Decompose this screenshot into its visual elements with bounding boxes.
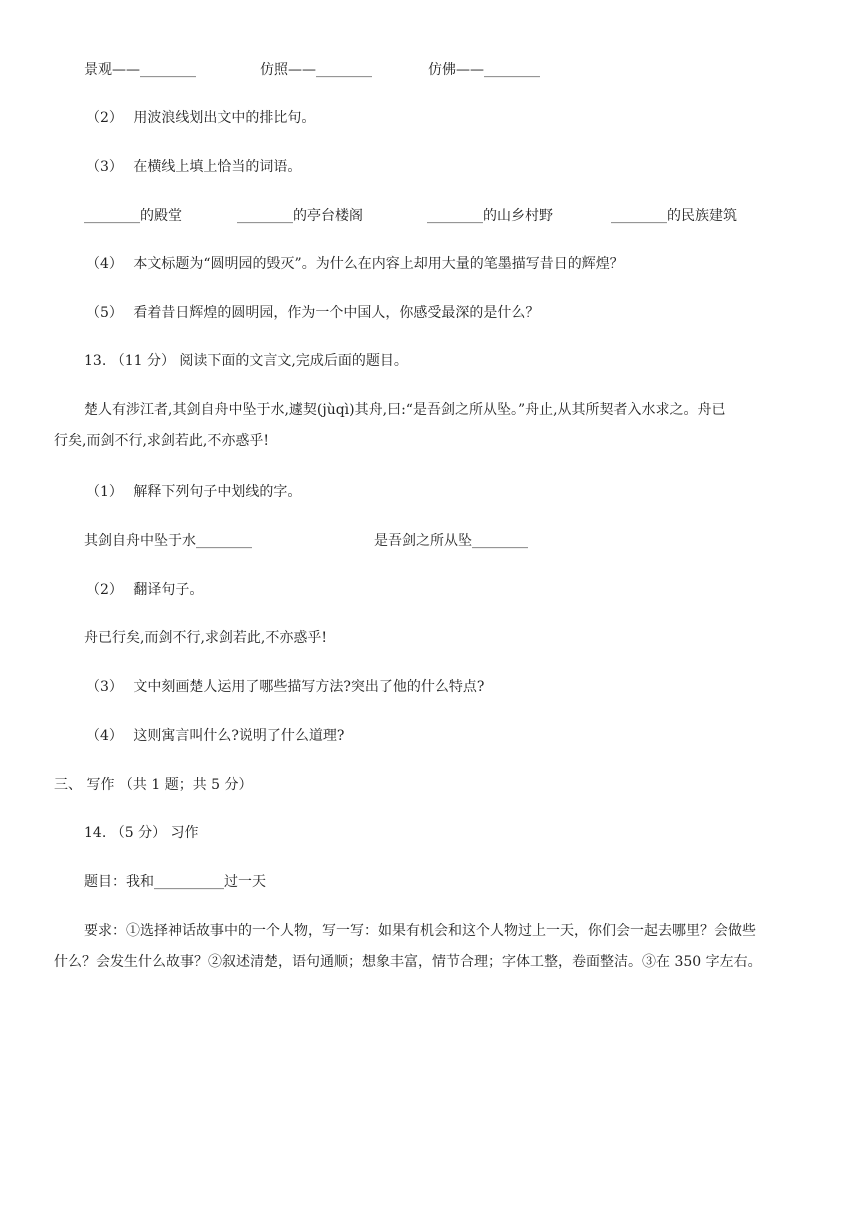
synonym-item-1 [84,60,196,80]
translate-sentence: 舟已行矣,而剑不行,求剑若此,不亦惑乎! [84,630,327,646]
sub-number: （1） [86,484,123,500]
sub-text: 翻译句子。 [133,582,204,598]
section-title: 三、 写作 （共 1 题；共 5 分） [54,777,253,793]
answer-blank[interactable]: __________ [154,874,224,890]
topic-suffix: 过一天 [224,874,266,890]
answer-blank[interactable]: ________ [484,62,540,78]
requirement-line: 要求：①选择神话故事中的一个人物，写一写：如果有机会和这个人物过上一天，你们会一起去哪里？会做些 [84,923,756,939]
sub-number: （2） [86,110,123,126]
sub-number: （4） [86,256,123,272]
sub-number: （3） [86,159,123,175]
answer-blank[interactable]: ________ [472,533,528,549]
requirement-line: 什么？会发生什么故事？②叙述清楚，语句通顺；想象丰富，情节合理；字体工整，卷面整洁。③在 350 字左右。 [54,954,762,970]
fill-item-1 [84,206,182,226]
q13-sub3 [86,677,484,697]
topic-prefix: 题目：我和 [84,874,154,890]
answer-blank[interactable]: ________ [427,208,483,224]
fill-item-3 [427,206,553,226]
passage-line: 楚人有涉江者,其剑自舟中坠于水,遽契(jùqì)其舟,曰:“是吾剑之所从坠。”舟止,从其所契者入水求之。舟已 [84,402,726,418]
explain-item-2 [374,531,528,551]
sub-number: （5） [86,305,123,321]
answer-blank[interactable]: ________ [237,208,293,224]
fill-text: 的民族建筑 [667,208,737,224]
q14-topic [84,872,266,892]
answer-blank[interactable]: ________ [84,208,140,224]
synonym-item-3 [428,60,540,80]
synonym-item-2 [260,60,372,80]
answer-blank[interactable]: ________ [196,533,252,549]
fill-item-2 [237,206,363,226]
explain-text: 是吾剑之所从坠 [374,533,472,549]
sub-number: （2） [86,582,123,598]
answer-blank[interactable]: ________ [316,62,372,78]
q12-sub4 [86,254,624,274]
q12-sub5 [86,303,539,323]
q12-sub2 [86,108,315,128]
sub-number: （3） [86,679,123,695]
q13-header: 13. （11 分） 阅读下面的文言文,完成后面的题目。 [84,353,408,369]
synonym-word: 仿佛—— [428,62,484,78]
sub-text: 这则寓言叫什么?说明了什么道理? [133,728,345,744]
explain-text: 其剑自舟中坠于水 [84,533,196,549]
sub-text: 在横线上填上恰当的词语。 [133,159,302,175]
sub-text: 解释下列句子中划线的字。 [133,484,302,500]
sub-number: （4） [86,728,123,744]
q12-sub3 [86,157,301,177]
passage-line: 行矣,而剑不行,求剑若此,不亦惑乎! [54,433,269,449]
sub-text: 用波浪线划出文中的排比句。 [133,110,316,126]
synonym-word: 景观—— [84,62,140,78]
sub-text: 看着昔日辉煌的圆明园，作为一个中国人，你感受最深的是什么？ [133,305,540,321]
q13-sub1 [86,482,301,502]
answer-blank[interactable]: ________ [611,208,667,224]
synonym-word: 仿照—— [260,62,316,78]
q13-sub2 [86,580,203,600]
sub-text: 本文标题为“圆明园的毁灭”。为什么在内容上却用大量的笔墨描写昔日的辉煌？ [133,256,624,272]
explain-item-1 [84,531,252,551]
q13-sub4 [86,726,344,746]
answer-blank[interactable]: ________ [140,62,196,78]
q14-header: 14. （5 分） 习作 [84,825,199,841]
fill-text: 的亭台楼阁 [293,208,363,224]
fill-text: 的殿堂 [140,208,182,224]
fill-item-4 [611,206,737,226]
sub-text: 文中刻画楚人运用了哪些描写方法?突出了他的什么特点? [133,679,485,695]
fill-text: 的山乡村野 [483,208,553,224]
